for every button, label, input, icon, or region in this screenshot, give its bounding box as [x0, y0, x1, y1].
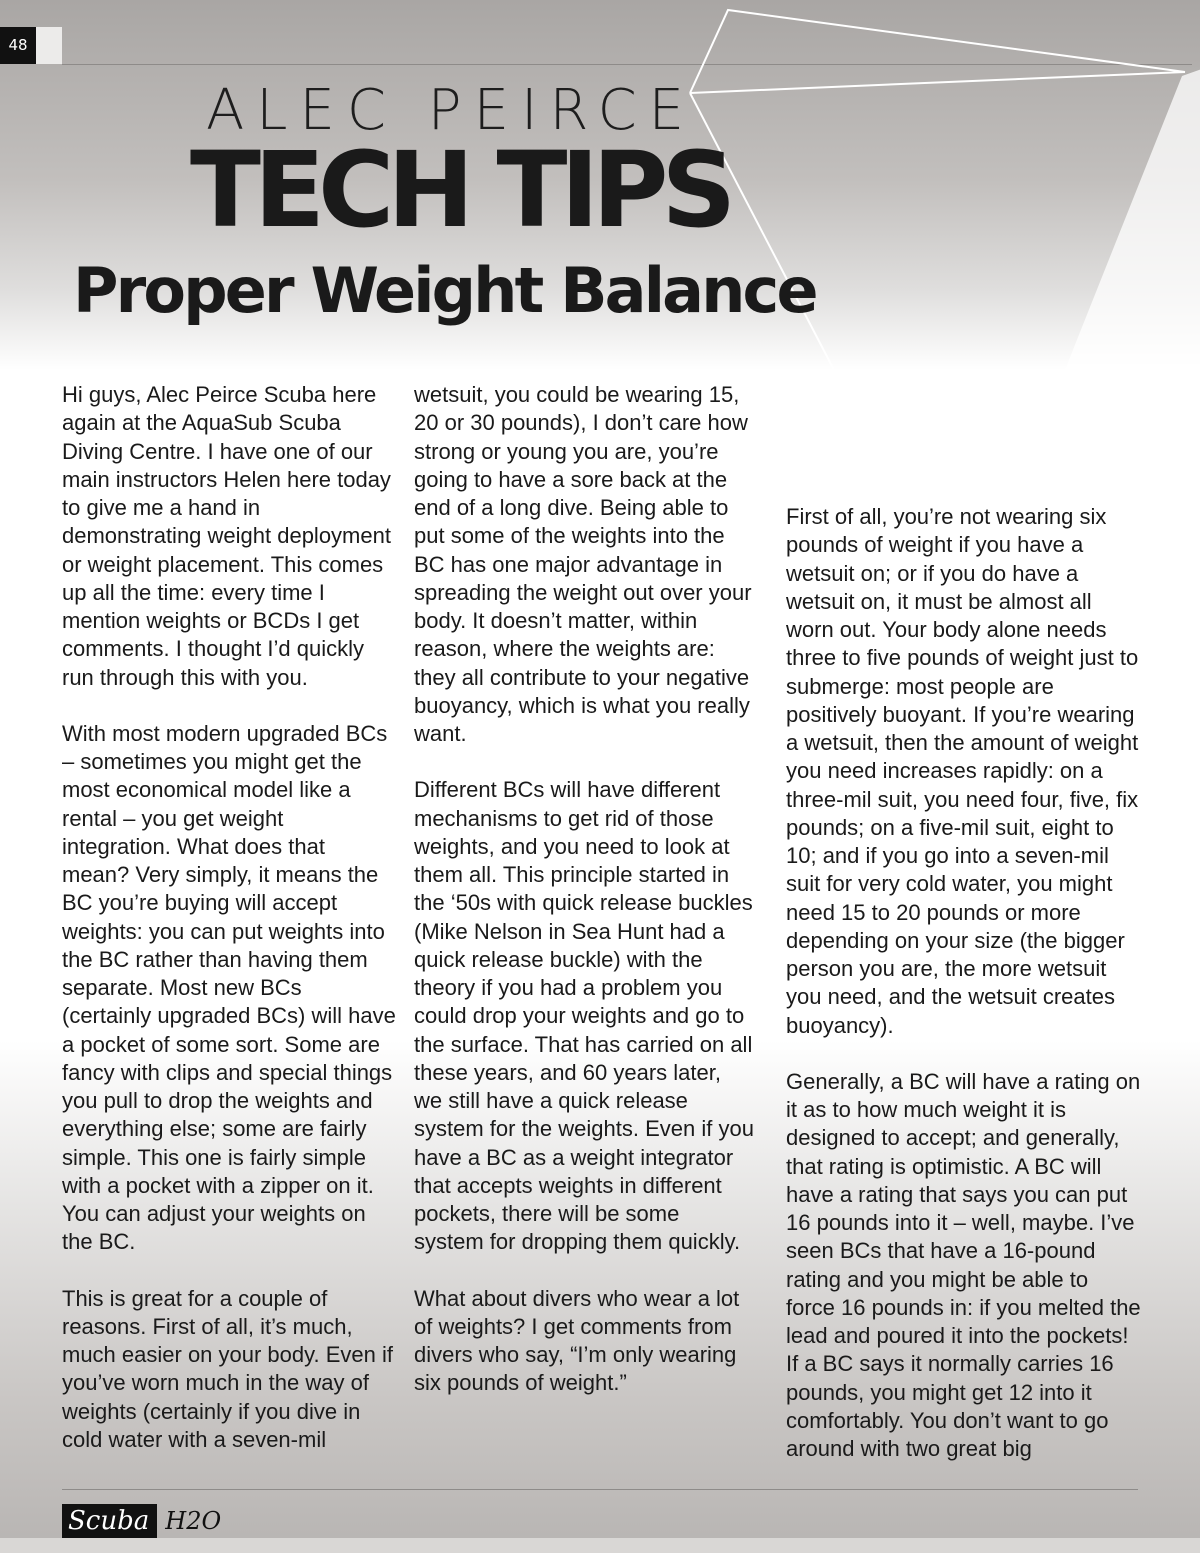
article-kicker: ALEC PEIRCE [206, 78, 697, 143]
paragraph: With most modern upgraded BCs – sometimes you might get the most economical model like a rental – you get weight integration. What does that mean? Very simply, it means the BC you’re buying will accept weights: you can put weights into the BC rather than having them separate. Most new BCs (certainly upgraded BCs) will have a pocket of some sort. Some are fancy with clips and special things you pull to drop the weights and everything else; some are fairly simple. This one is fairly simple with a pocket with a zipper on it. You can adjust your weights on the BC. [62, 720, 396, 1255]
article-column-3 [786, 503, 1141, 1491]
footer-rule [62, 1489, 1138, 1490]
logo-scuba-text: Scuba [62, 1504, 157, 1538]
decorative-line-middle [690, 72, 1185, 93]
article-column-1 [62, 381, 397, 1482]
page-number: 48 [0, 27, 36, 64]
paragraph: Different BCs will have different mechanisms to get rid of those weights, and you need to look at them all. This principle started in the ‘50s with quick release buckles (Mike Nelson in Sea Hunt had a quick release buckle) with the theory if you had a problem you could drop your weights and go to the surface. That has carried on all these years, and 60 years later, we still have a quick release system for the weights. Even if you have a BC as a weight integrator that accepts weights in different pockets, there will be some system for dropping them quickly. [414, 777, 754, 1255]
decorative-line-top [690, 10, 1185, 93]
footer-band [0, 1538, 1200, 1553]
paragraph: Hi guys, Alec Peirce Scuba here again at the AquaSub Scuba Diving Centre. I have one of our main instructors Helen here today to give me a hand in demonstrating weight deployment or weight placement. This comes up all the time: every time I mention weights or BCDs I get comments. I thought I’d quickly run through this with you. [62, 382, 391, 690]
paragraph: Generally, a BC will have a rating on it as to how much weight it is designed to accept; and generally, that rating is optimistic. A BC will have a rating that says you can put 16 pounds into it – well, maybe. I’ve seen BCs that have a 16-pound rating and you might be able to force 16 pounds in: if you melted the lead and poured it into the pockets! If a BC says it normally carries 16 pounds, you might get 12 into it comfortably. You don’t want to go around with two great big [786, 1068, 1141, 1461]
footer-logo [62, 1504, 221, 1538]
paragraph: This is great for a couple of reasons. First of all, it’s much, much easier on your body. Even if you’ve worn much in the way of weights (certainly if you dive in cold water with a seven-mil [62, 1285, 393, 1452]
decorative-light-beam [1045, 66, 1200, 420]
article-column-2 [414, 381, 754, 1426]
paragraph: First of all, you’re not wearing six pounds of weight if you have a wetsuit on; or if you do have a wetsuit on, it must be almost all worn out. Your body alone needs three to five pounds of weight just to submerge: most people are positively buoyant. If you’re wearing a wetsuit, then the amount of weight you need increases rapidly: on a three-mil suit, you need four, five, fix pounds; on a five-mil suit, eight to 10; and if you go into a seven-mil suit for very cold water, you might need 15 to 20 pounds or more depending on your size (the bigger person you are, the more wetsuit you need, and the wetsuit creates buoyancy). [786, 504, 1139, 1038]
paragraph: What about divers who wear a lot of weights? I get comments from divers who say, “I’m only wearing six pounds of weight.” [414, 1285, 740, 1396]
paragraph: wetsuit, you could be wearing 15, 20 or 30 pounds), I don’t care how strong or young you are, you’re going to have a sore back at the end of a long dive. Being able to put some of the weights into the BC has one major advantage in spreading the weight out over your body. It doesn’t matter, within reason, where the weights are: they all contribute to your negative buoyancy, which is what you really want. [414, 382, 752, 746]
article-subtitle: Proper Weight Balance [73, 254, 816, 327]
logo-h2o-text: H2O [165, 1507, 222, 1535]
article-title: TECH TIPS [190, 129, 730, 251]
